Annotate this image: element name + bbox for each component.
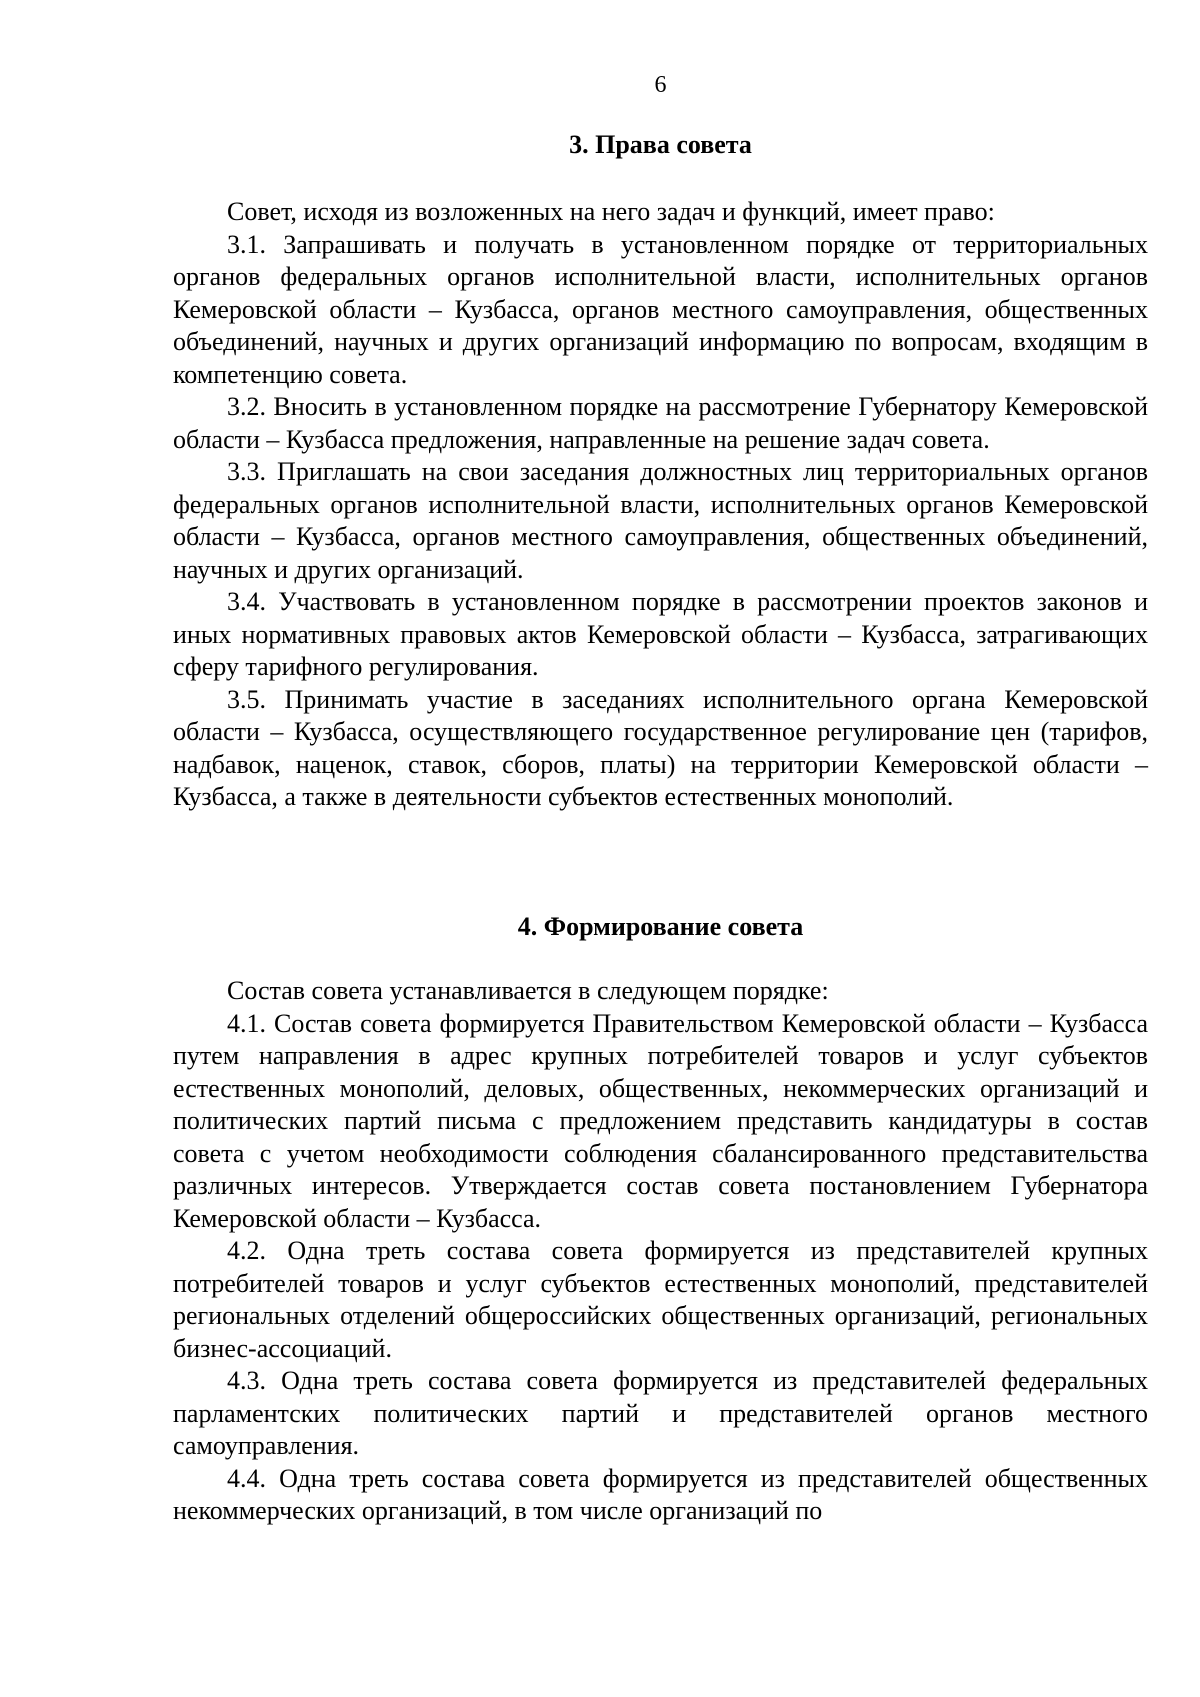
clause-3-1: 3.1. Запрашивать и получать в установленном порядке от территориальных органов федеральных органов исполнительной власти, исполнительных органов Кемеровской области – Кузбасса, органов местного самоуправления, общественных объединений, научных и других организаций информацию по вопросам, входящим в компетенцию совета.	[173, 229, 1148, 389]
clause-3-5: 3.5. Принимать участие в заседаниях исполнительного органа Кемеровской области – Кузбасса, осуществляющего государственное регулирование цен (тарифов, надбавок, наценок, ставок, сборов, платы) на территории Кемеровской области – Кузбасса, а также в деятельности субъектов естественных монополий.	[173, 684, 1148, 811]
section-3-title: 3. Права совета	[569, 130, 752, 159]
section-3-intro: Совет, исходя из возложенных на него задач и функций, имеет право:	[227, 197, 995, 226]
clause-4-1: 4.1. Состав совета формируется Правительством Кемеровской области – Кузбасса путем направления в адрес крупных потребителей товаров и услуг субъектов естественных монополий, деловых, общественных, некоммерческих организаций и политических партий письма с предложением представить кандидатуры в состав совета с учетом необходимости соблюдения сбалансированного представительства различных интересов. Утверждается состав совета постановлением Губернатора Кемеровской области – Кузбасса.	[173, 1008, 1148, 1233]
clause-4-3: 4.3. Одна треть состава совета формируется из представителей федеральных парламентских политических партий и представителей органов местного самоуправления.	[173, 1366, 1148, 1460]
section-4-body	[173, 975, 1148, 1528]
section-4-title: 4. Формирование совета	[517, 912, 804, 941]
section-4-intro: Состав совета устанавливается в следующем порядке:	[227, 976, 829, 1005]
clause-3-2: 3.2. Вносить в установленном порядке на рассмотрение Губернатору Кемеровской области – Кузбасса предложения, направленные на решение задач совета.	[173, 392, 1148, 454]
clause-4-2: 4.2. Одна треть состава совета формируется из представителей крупных потребителей товаров и услуг субъектов естественных монополий, представителей региональных отделений общероссийских общественных организаций, региональных бизнес-ассоциаций.	[173, 1236, 1148, 1363]
clause-3-3: 3.3. Приглашать на свои заседания должностных лиц территориальных органов федеральных органов исполнительной власти, исполнительных органов Кемеровской области – Кузбасса, органов местного самоуправления, общественных объединений, научных и других организаций.	[173, 457, 1148, 584]
page-number: 6	[654, 72, 667, 98]
clause-4-4: 4.4. Одна треть состава совета формируется из представителей общественных некоммерческих организаций, в том числе организаций по	[173, 1463, 1148, 1525]
clause-3-4: 3.4. Участвовать в установленном порядке в рассмотрении проектов законов и иных нормативных правовых актов Кемеровской области – Кузбасса, затрагивающих сферу тарифного регулирования.	[173, 587, 1148, 681]
section-3-body	[173, 196, 1148, 814]
